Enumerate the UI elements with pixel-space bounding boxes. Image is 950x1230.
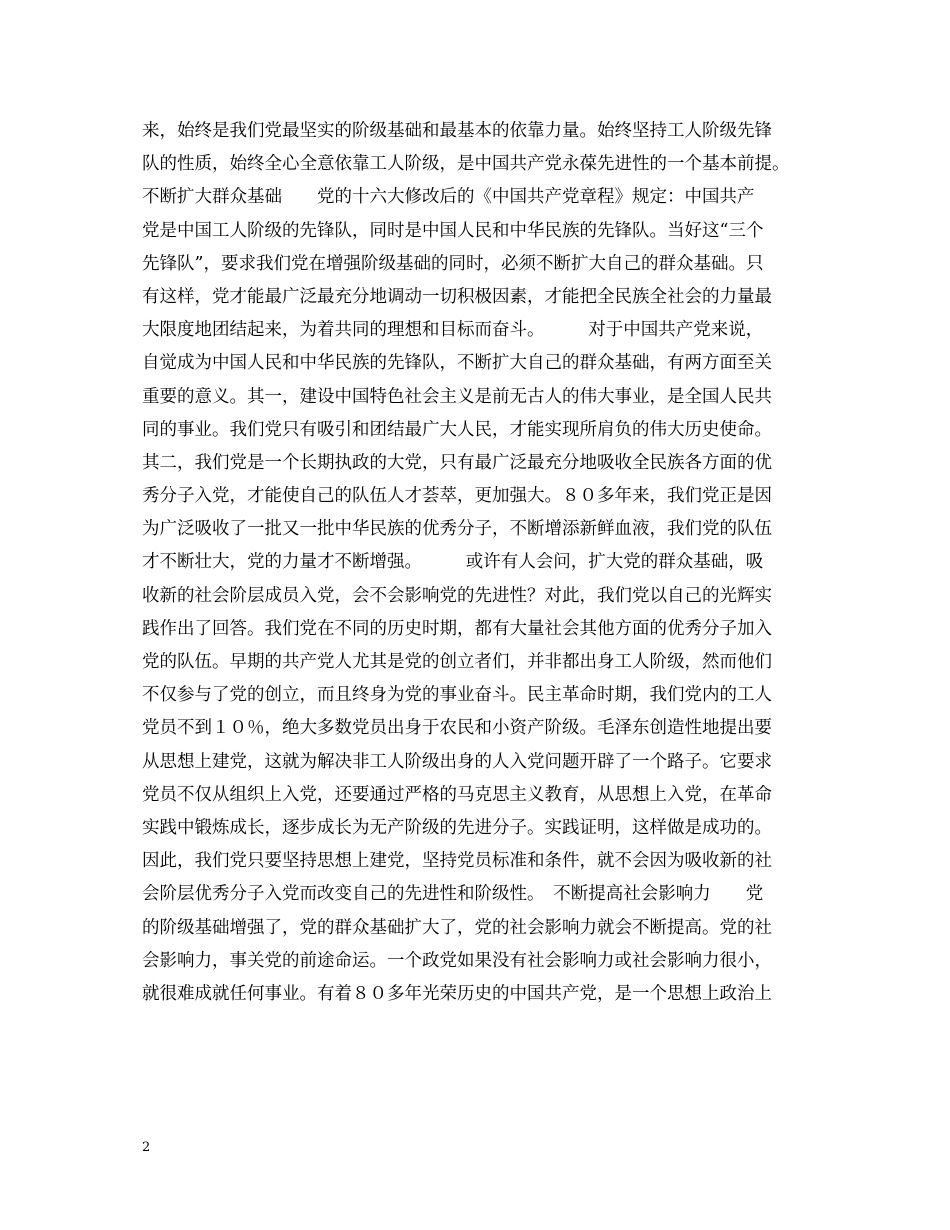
text-line: 的阶级基础增强了，党的群众基础扩大了，党的社会影响力就会不断提高。党的社 [142,917,772,938]
text-line: 来，始终是我们党最坚实的阶级基础和最基本的依靠力量。始终坚持工人阶级先锋 [142,121,772,141]
text-line: 党的队伍。早期的共产党人尤其是党的创立者们，并非都出身工人阶级，然而他们 [142,652,772,672]
text-line: 不仅参与了党的创立，而且终身为党的事业奋斗。民主革命时期，我们党内的工人 [142,685,772,706]
body-text [142,115,822,1011]
text-line: 践作出了回答。我们党在不同的历史时期，都有大量社会其他方面的优秀分子加入 [142,618,772,639]
text-line: 党员不仅从组织上入党，还要通过严格的马克思主义教育，从思想上入党，在革命 [142,784,772,805]
text-line: 实践中锻炼成长，逐步成长为无产阶级的先进分子。实践证明，这样做是成功的。 [142,817,772,838]
text-line: 队的性质，始终全心全意依靠工人阶级，是中国共产党永葆先进性的一个基本前提。 [142,154,790,175]
text-line: 为广泛吸收了一批又一批中华民族的优秀分子，不断增添新鲜血液，我们党的队伍 [142,519,772,540]
text-line: 因此，我们党只要坚持思想上建党，坚持党员标准和条件，就不会因为吸收新的社 [142,851,772,872]
text-line: 有这样，党才能最广泛最充分地调动一切积极因素，才能把全民族全社会的力量最 [142,286,772,307]
text-line: 收新的社会阶层成员入党，会不会影响党的先进性？对此，我们党以自己的光辉实 [142,585,772,606]
text-line: 其二，我们党是一个长期执政的大党，只有最广泛最充分地吸收全民族各方面的优 [142,452,772,473]
text-line: 同的事业。我们党只有吸引和团结最广大人民，才能实现所肩负的伟大历史使命。 [142,419,772,440]
text-line: 党是中国工人阶级的先锋队，同时是中国人民和中华民族的先锋队。当好这“三个 [142,220,764,241]
text-line: 重要的意义。其一，建设中国特色社会主义是前无古人的伟大事业，是全国人民共 [142,386,772,407]
text-line: 大限度地团结起来，为着共同的理想和目标而奋斗。 对于中国共产党来说， [142,320,764,341]
text-line: 就很难成就任何事业。有着８０多年光荣历史的中国共产党，是一个思想上政治上 [142,983,772,1004]
text-line: 从思想上建党，这就为解决非工人阶级出身的人入党问题开辟了一个路子。它要求 [142,751,772,772]
text-line: 党员不到１０％，绝大多数党员出身于农民和小资产阶级。毛泽东创造性地提出要 [142,718,772,739]
text-line: 会影响力，事关党的前途命运。一个政党如果没有社会影响力或社会影响力很小， [142,950,772,971]
page-number: 2 [142,1140,151,1155]
text-line: 才不断壮大，党的力量才不断增强。 或许有人会问，扩大党的群众基础，吸 [142,552,764,573]
text-line: 不断扩大群众基础 党的十六大修改后的《中国共产党章程》规定：中国共产 [142,187,755,208]
text-line: 自觉成为中国人民和中华民族的先锋队，不断扩大自己的群众基础，有两方面至关 [142,353,772,374]
text-line: 先锋队”，要求我们党在增强阶级基础的同时，必须不断扩大自己的群众基础。只 [142,253,764,274]
text-line: 秀分子入党，才能使自己的队伍人才荟萃，更加强大。８０多年来，我们党正是因 [142,486,772,507]
text-line: 会阶层优秀分子入党而改变自己的先进性和阶级性。 不断提高社会影响力 党 [142,884,764,905]
